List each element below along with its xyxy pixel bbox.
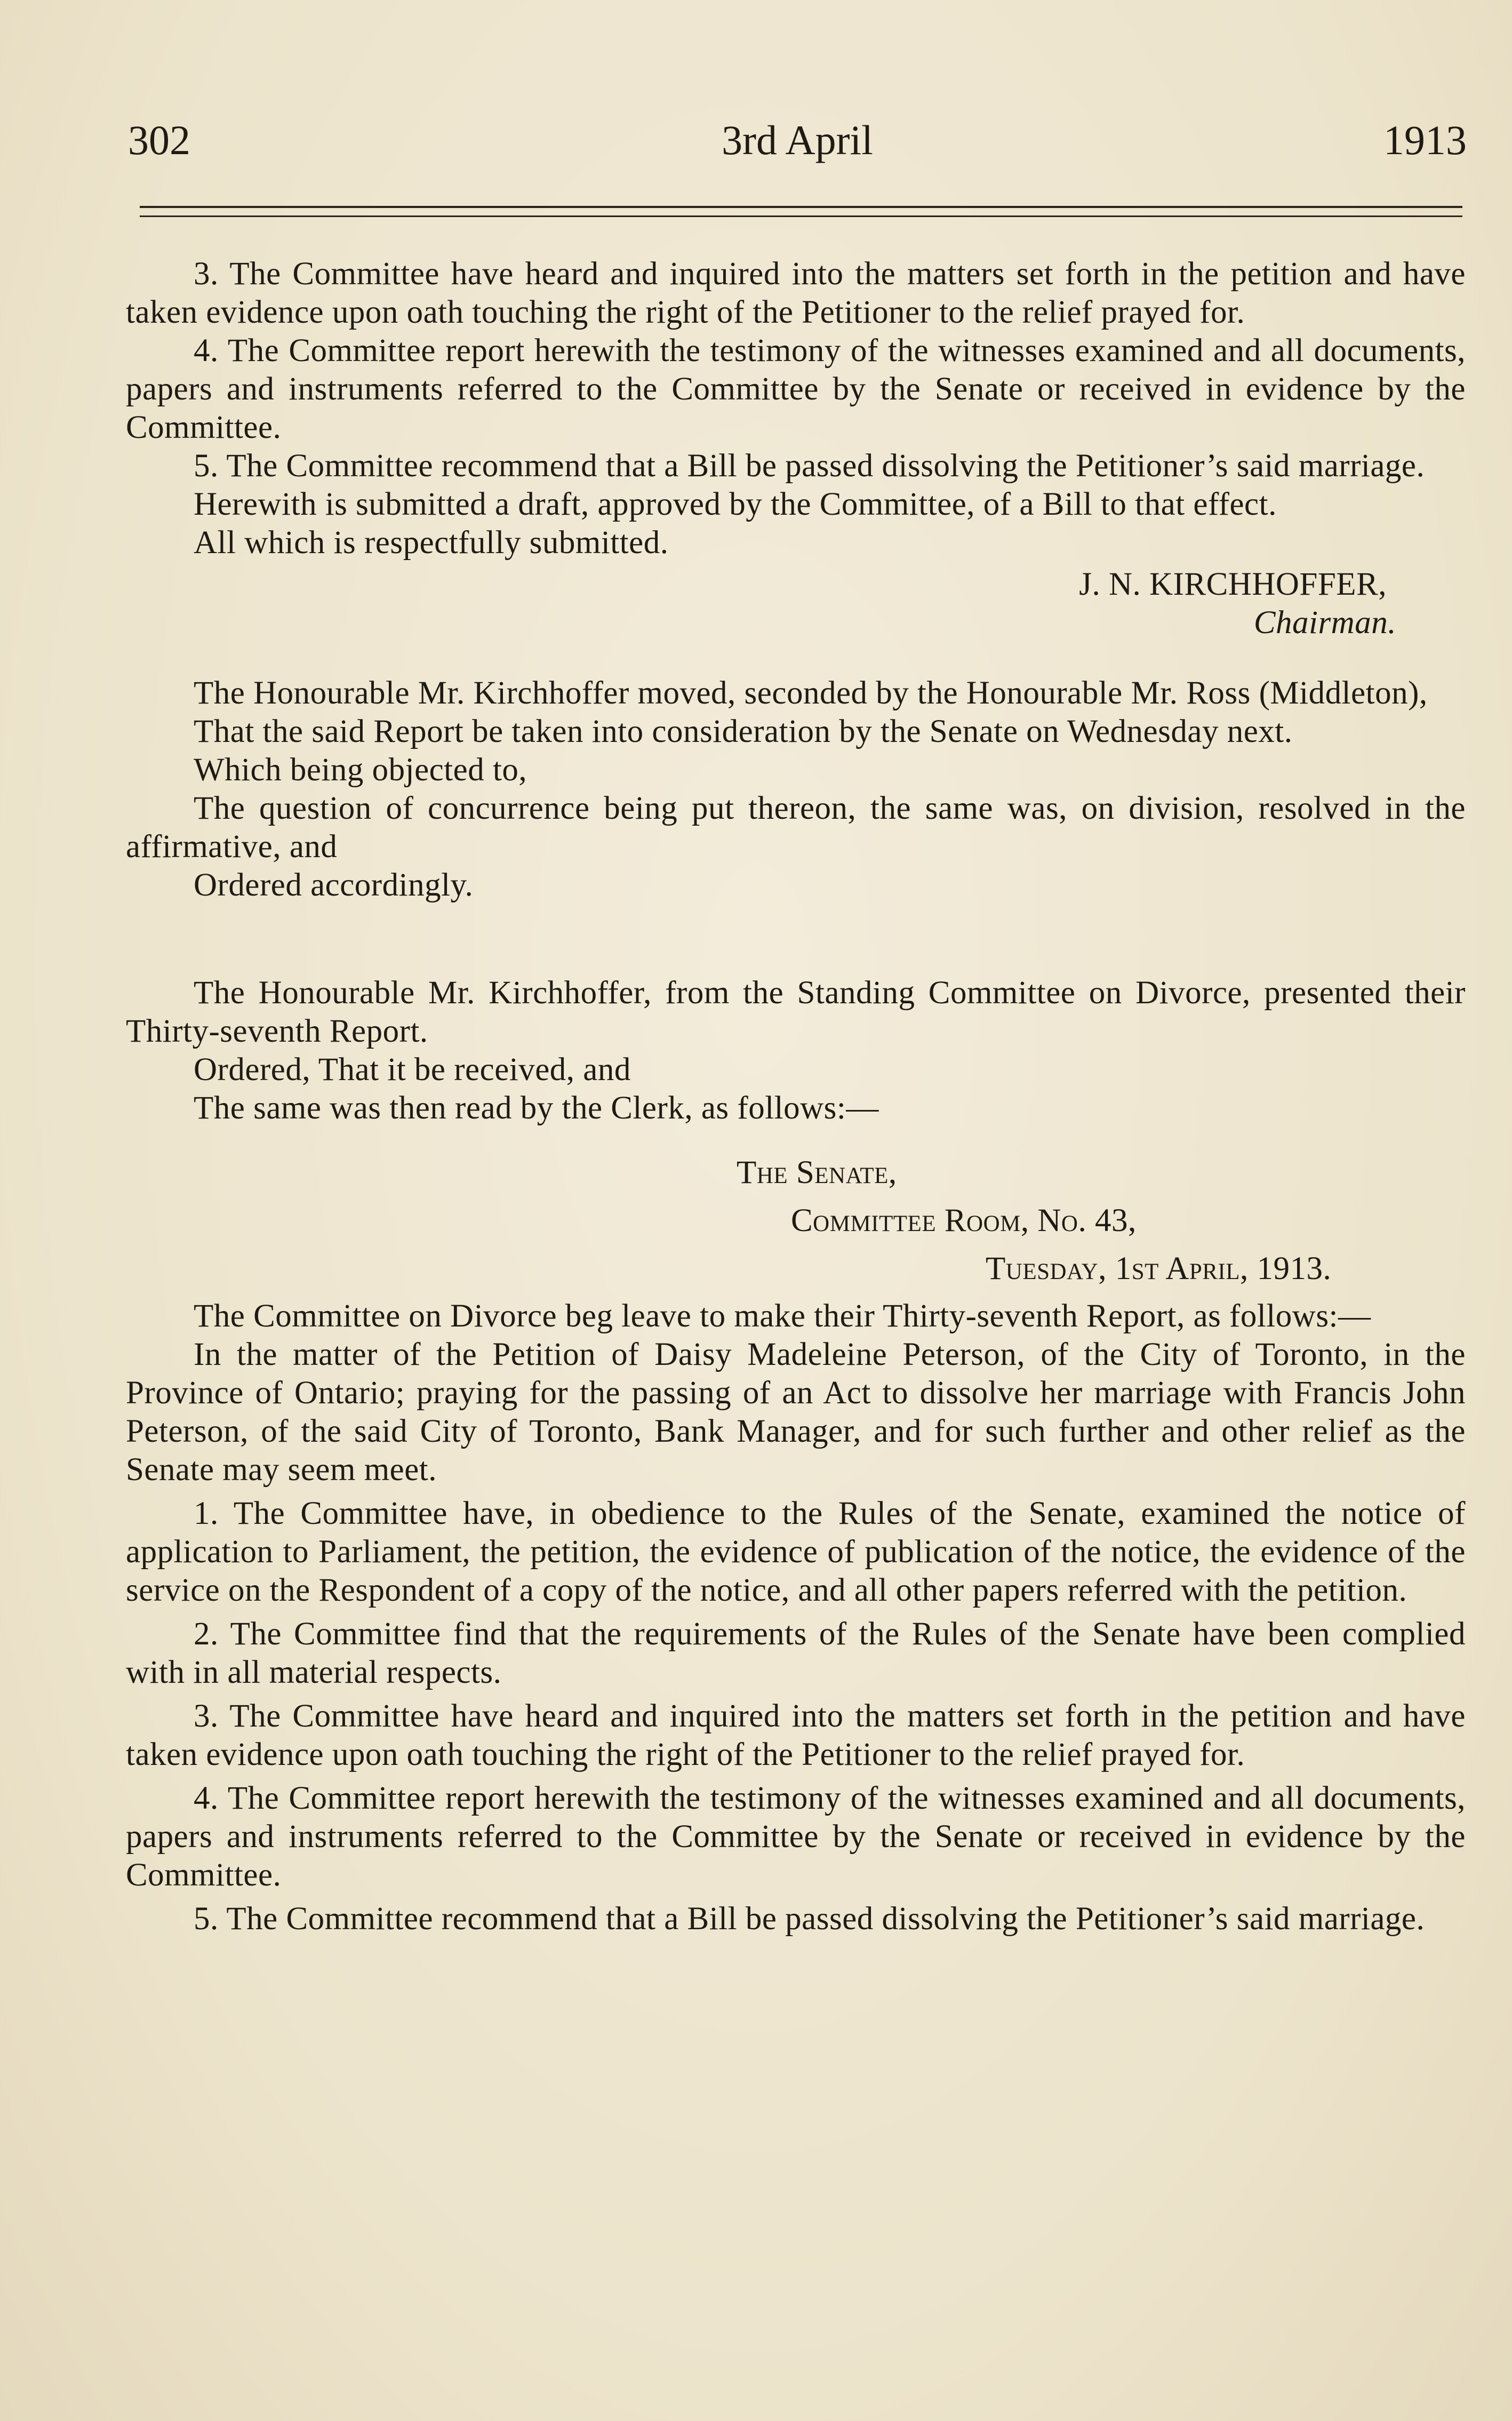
report2-item: 1. The Committee have, in obedience to the Rules of the Senate, examined the notice of application to Parliament, the petition, the evidence of publication of the notice, the evidence of the service on the Respondent of a copy of the notice, and all other papers referred with the petition. [126, 1496, 1466, 1608]
presentation-paragraph: Ordered, That it be received, and [194, 1052, 631, 1088]
page-body [126, 255, 1466, 1938]
signature-title: Chairman. [1253, 605, 1396, 641]
address-senate: The Senate, [737, 1155, 897, 1190]
report1-paragraph: 5. The Committee recommend that a Bill be passed dissolving the Petitioner’s said marriage. [194, 448, 1425, 484]
header-year: 1913 [1383, 117, 1467, 163]
address-date: Tuesday, 1st April, 1913. [986, 1251, 1332, 1287]
report2-intro: The Committee on Divorce beg leave to make their Thirty-seventh Report, as follows:— [194, 1298, 1371, 1334]
report1-paragraph: Herewith is submitted a draft, approved by the Committee, of a Bill to that effect. [194, 486, 1277, 522]
page-number: 302 [128, 117, 190, 163]
header-rule-bottom [140, 215, 1462, 217]
report2-item: 5. The Committee recommend that a Bill be passed dissolving the Petitioner’s said marriage. [194, 1901, 1425, 1937]
report2-item: 4. The Committee report herewith the testimony of the witnesses examined and all documents, papers and instruments referred to the Committee by the Senate or received in evidence by the Committee. [126, 1780, 1466, 1893]
spacer [126, 905, 1466, 974]
report1-paragraph: 3. The Committee have heard and inquired into the matters set forth in the petition and have taken evidence upon oath touching the right of the Petitioner to the relief prayed for. [126, 256, 1466, 330]
motion-paragraph: Which being objected to, [194, 752, 527, 788]
motion-paragraph: The Honourable Mr. Kirchhoffer moved, seconded by the Honourable Mr. Ross (Middleton), [194, 675, 1428, 711]
spacer [126, 642, 1466, 674]
report1-paragraph: 4. The Committee report herewith the testimony of the witnesses examined and all documents, papers and instruments referred to the Committee by the Senate or received in evidence by the Committee. [126, 333, 1466, 445]
header-date: 3rd April [722, 117, 873, 163]
report1-paragraph: All which is respectfully submitted. [194, 525, 669, 561]
motion-paragraph: Ordered accordingly. [194, 867, 474, 903]
header-rule-top [140, 206, 1462, 208]
report2-item: 2. The Committee find that the requirements of the Rules of the Senate have been complied with in all material respects. [126, 1616, 1466, 1690]
motion-paragraph: The question of concurrence being put thereon, the same was, on division, resolved in the affirmative, and [126, 790, 1466, 865]
presentation-paragraph: The same was then read by the Clerk, as follows:— [194, 1090, 879, 1126]
presentation-paragraph: The Honourable Mr. Kirchhoffer, from the Standing Committee on Divorce, presented their Thirty-seventh Report. [126, 975, 1466, 1049]
address-committee-room: Committee Room, No. 43, [791, 1203, 1137, 1239]
report2-matter: In the matter of the Petition of Daisy Madeleine Peterson, of the City of Toronto, in the Province of Ontario; praying for the passing of an Act to dissolve her marriage with Francis John Peterson, of the said City of Toronto, Bank Manager, and for such further and other relief as the Senate may seem meet. [126, 1337, 1466, 1488]
signature-name: J. N. KIRCHHOFFER, [1079, 566, 1387, 602]
report2-item: 3. The Committee have heard and inquired into the matters set forth in the petition and have taken evidence upon oath touching the right of the Petitioner to the relief prayed for. [126, 1698, 1466, 1772]
page-header [128, 116, 1467, 175]
motion-paragraph: That the said Report be taken into consideration by the Senate on Wednesday next. [194, 714, 1293, 749]
